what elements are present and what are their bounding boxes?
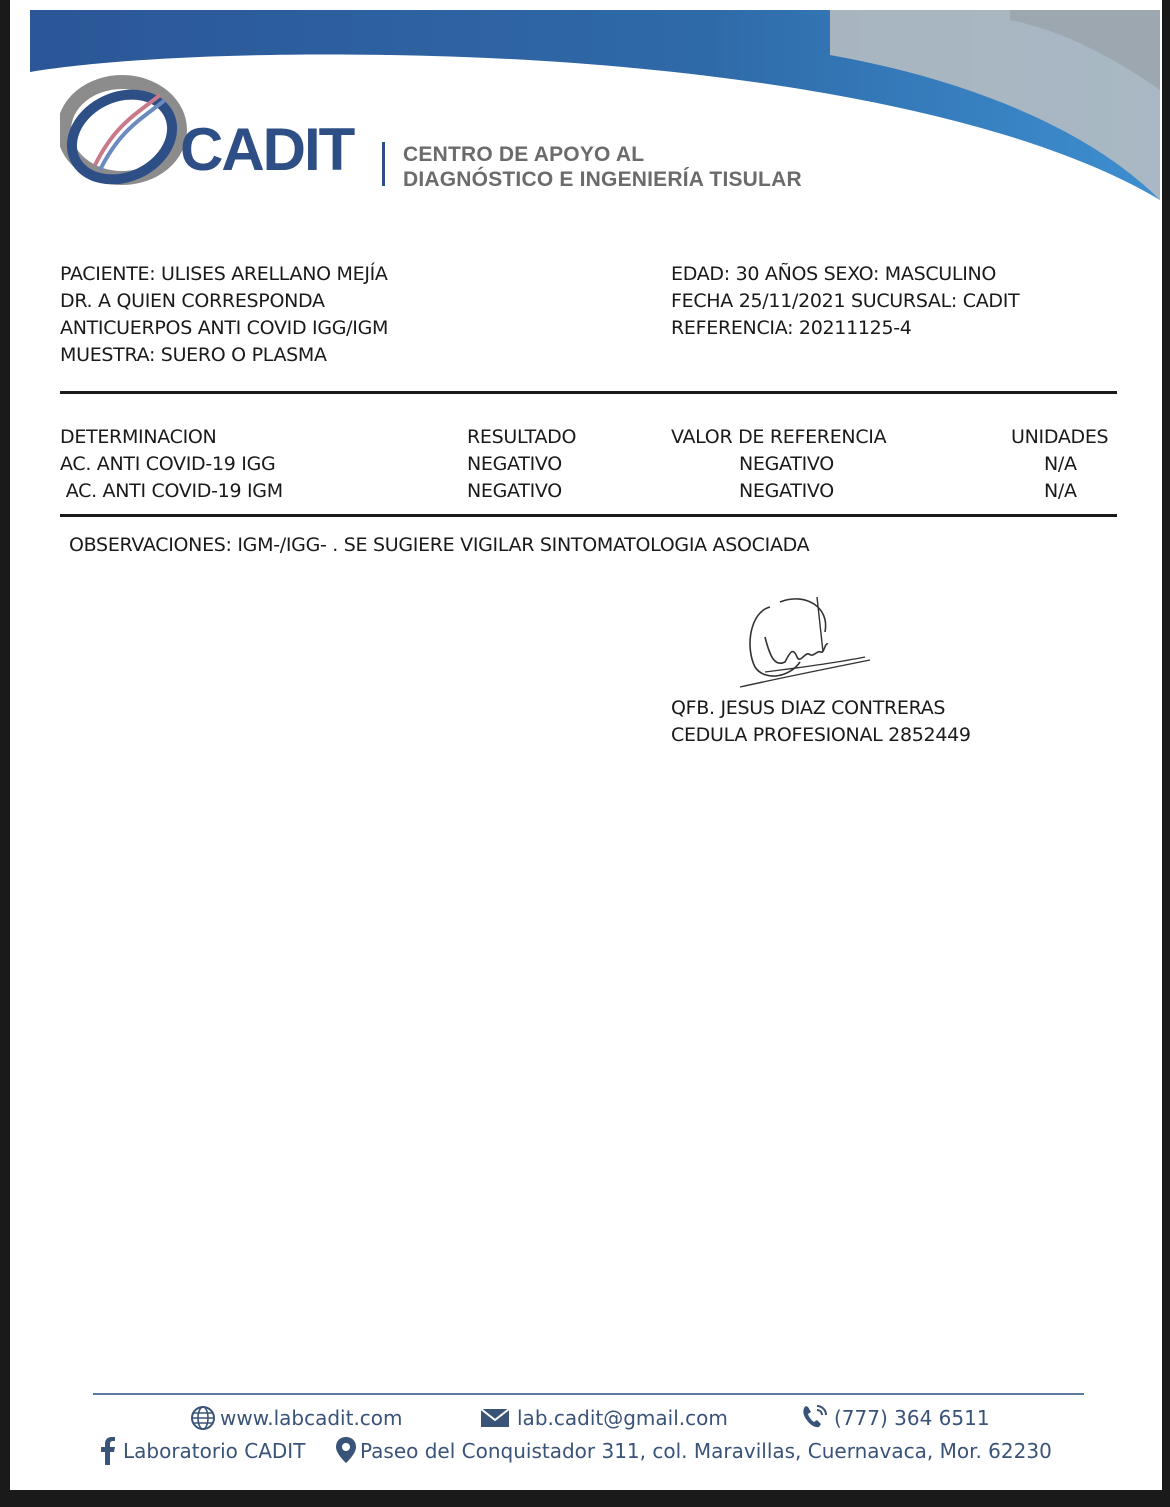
row2-valor-referencia: NEGATIVO bbox=[739, 480, 834, 502]
footer-address: Paseo del Conquistador 311, col. Maravillas, Cuernavaca, Mor. 62230 bbox=[360, 1439, 1052, 1463]
lab-report-page bbox=[10, 0, 1162, 1490]
footer-website[interactable]: www.labcadit.com bbox=[220, 1406, 403, 1430]
row1-unidades: N/A bbox=[1044, 453, 1077, 475]
cadit-logo bbox=[60, 75, 400, 195]
mail-icon bbox=[480, 1408, 510, 1428]
tagline-divider bbox=[382, 142, 385, 186]
footer-email[interactable]: lab.cadit@gmail.com bbox=[517, 1406, 728, 1430]
location-pin-icon bbox=[335, 1436, 357, 1464]
dna-ring-icon bbox=[60, 75, 190, 190]
signer-license: CEDULA PROFESIONAL 2852449 bbox=[671, 724, 971, 746]
row2-determinacion: AC. ANTI COVID-19 IGM bbox=[60, 480, 283, 502]
tagline-line1: CENTRO DE APOYO AL bbox=[403, 143, 645, 166]
tagline-line2: DIAGNÓSTICO E INGENIERÍA TISULAR bbox=[403, 168, 802, 191]
patient-name: PACIENTE: ULISES ARELLANO MEJÍA bbox=[60, 263, 388, 285]
logo-text: CADIT bbox=[180, 116, 354, 183]
row2-resultado: NEGATIVO bbox=[467, 480, 562, 502]
header-valor-referencia: VALOR DE REFERENCIA bbox=[671, 426, 887, 448]
row1-valor-referencia: NEGATIVO bbox=[739, 453, 834, 475]
top-table-rule bbox=[60, 391, 1117, 394]
reference-number: REFERENCIA: 20211125-4 bbox=[671, 317, 912, 339]
header-resultado: RESULTADO bbox=[467, 426, 577, 448]
brand-tagline bbox=[403, 142, 802, 192]
sample-type: MUESTRA: SUERO O PLASMA bbox=[60, 344, 327, 366]
row2-unidades: N/A bbox=[1044, 480, 1077, 502]
age-sex: EDAD: 30 AÑOS SEXO: MASCULINO bbox=[671, 263, 997, 285]
header-determinacion: DETERMINACION bbox=[60, 426, 217, 448]
footer-phone[interactable]: (777) 364 6511 bbox=[834, 1406, 990, 1430]
globe-icon bbox=[190, 1405, 216, 1431]
facebook-icon bbox=[100, 1437, 116, 1465]
row1-resultado: NEGATIVO bbox=[467, 453, 562, 475]
footer-facebook[interactable]: Laboratorio CADIT bbox=[123, 1439, 306, 1463]
signature-image bbox=[725, 592, 875, 702]
phone-icon bbox=[800, 1403, 830, 1431]
footer-rule bbox=[93, 1393, 1084, 1395]
header-unidades: UNIDADES bbox=[1011, 426, 1109, 448]
bottom-table-rule bbox=[60, 514, 1117, 517]
test-name: ANTICUERPOS ANTI COVID IGG/IGM bbox=[60, 317, 389, 339]
signer-name: QFB. JESUS DIAZ CONTRERAS bbox=[671, 697, 946, 719]
date-branch: FECHA 25/11/2021 SUCURSAL: CADIT bbox=[671, 290, 1020, 312]
observations: OBSERVACIONES: IGM-/IGG- . SE SUGIERE VIGILAR SINTOMATOLOGIA ASOCIADA bbox=[69, 534, 810, 556]
row1-determinacion: AC. ANTI COVID-19 IGG bbox=[60, 453, 276, 475]
doctor-name: DR. A QUIEN CORRESPONDA bbox=[60, 290, 325, 312]
